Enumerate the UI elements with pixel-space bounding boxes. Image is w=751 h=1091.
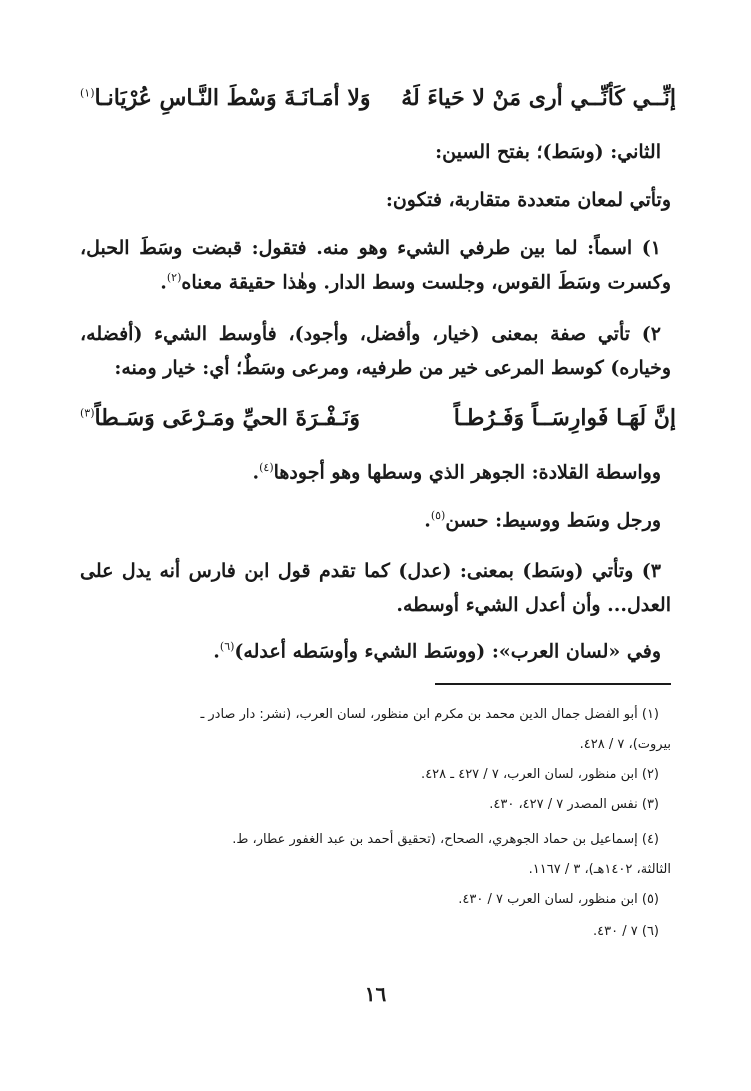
poetry-verse-1	[80, 78, 676, 118]
footnote-3: (٣) نفس المصدر ٧ / ٤٢٧، ٤٣٠.	[489, 797, 659, 812]
intro-line: وتأتي لمعان متعددة متقاربة، فتكون:	[385, 189, 671, 211]
paragraph-2-line-1: ٢) تأتي صفة بمعنى (خيار، وأفضل، وأجود)، فأوسط الشيء (أفضله،	[80, 323, 661, 345]
footnote-ref-1: (١)	[80, 86, 95, 100]
man-definition-text: ورجل وسَط ووسيط: حسن	[445, 509, 661, 532]
footnote-ref-6: (٦)	[219, 640, 235, 653]
footnote-5: (٥) ابن منظور، لسان العرب ٧ / ٤٣٠.	[458, 892, 659, 907]
paragraph-3-line-2: العدل... وأن أعدل الشيء أوسطه.	[396, 594, 671, 616]
footnote-4-line-2: الثالثة، ١٤٠٢هـ)، ٣ / ١١٦٧.	[528, 862, 671, 877]
footnote-1-line-2: بيروت)، ٧ / ٤٢٨.	[579, 737, 671, 752]
section-heading-second: الثاني: (وسَط)؛ بفتح السين:	[435, 141, 661, 163]
footnote-ref-3: (٣)	[80, 406, 95, 420]
paragraph-3-line-1: ٣) وتأتي (وسَط) بمعنى: (عدل) كما تقدم قول ابن فارس أنه يدل على	[80, 560, 661, 582]
paragraph-1-line-1: ١) اسماً: لما بين طرفي الشيء وهو منه. فتقول: قبضت وسَطَ الحبل،	[80, 237, 661, 259]
footnote-ref-5: (٥)	[430, 509, 446, 522]
verse-1-first-hemistich: إنِّــي كَأنِّــي أرى مَنْ لا حَياءَ لَهُ	[401, 85, 676, 111]
necklace-definition-text: وواسطة القلادة: الجوهر الذي وسطها وهو أجودها	[273, 461, 661, 484]
verse-2-second-hemistich	[80, 405, 360, 431]
paragraph-2-line-2: وخياره) كوسط المرعى خير من طرفيه، ومرعى وسَطٌ؛ أي: خيار ومنه:	[114, 357, 671, 379]
verse-2-second-hemistich-text: وَنَـفْـرَةَ الحيِّ ومَـرْعَى وَسَـطاً	[94, 405, 360, 431]
verse-1-second-hemistich	[80, 85, 371, 111]
necklace-definition-line: وواسطة القلادة: الجوهر الذي وسطها وهو أجودها$^{(٤)}$.	[252, 461, 661, 484]
lisan-quote-line: وفي «لسان العرب»: (ووسَط الشيء وأوسَطه أعدله)$^{(٦)}$.	[213, 640, 661, 663]
verse-1-second-hemistich-text: وَلا أمَـانَـةَ وَسْطَ النَّـاسِ عُرْيَانـا	[94, 85, 371, 111]
footnote-2: (٢) ابن منظور، لسان العرب، ٧ / ٤٢٧ ـ ٤٢٨.	[421, 767, 659, 782]
footnote-separator	[435, 683, 671, 685]
footnote-ref-4: (٤)	[259, 461, 274, 474]
verse-2-first-hemistich: إنَّ لَهَـا فَوارِسَــاً وَفَـرُطـاً	[453, 405, 676, 431]
page-number: ١٦	[364, 982, 387, 1006]
footnote-1-line-1: (١) أبو الفضل جمال الدين محمد بن مكرم ابن منظور، لسان العرب، (نشر: دار صادر ـ	[200, 707, 659, 722]
lisan-quote-text: وفي «لسان العرب»: (ووسَط الشيء وأوسَطه أعدله)	[234, 640, 661, 663]
paragraph-1-line-2-text: وكسرت وسَطَ القوس، وجلست وسط الدار. وهٰذا حقيقة معناه	[181, 271, 671, 294]
footnote-ref-2: (٢)	[166, 271, 182, 284]
footnote-4-line-1: (٤) إسماعيل بن حماد الجوهري، الصحاح، (تحقيق أحمد بن عبد الغفور عطار، ط.	[232, 832, 659, 847]
man-definition-line: ورجل وسَط ووسيط: حسن$^{(٥)}$.	[424, 509, 661, 532]
footnote-6: (٦) ٧ / ٤٣٠.	[592, 924, 659, 939]
poetry-verse-2	[80, 398, 676, 438]
paragraph-1-line-2: وكسرت وسَطَ القوس، وجلست وسط الدار. وهٰذا حقيقة معناه$^{(٢)}$.	[160, 271, 671, 294]
